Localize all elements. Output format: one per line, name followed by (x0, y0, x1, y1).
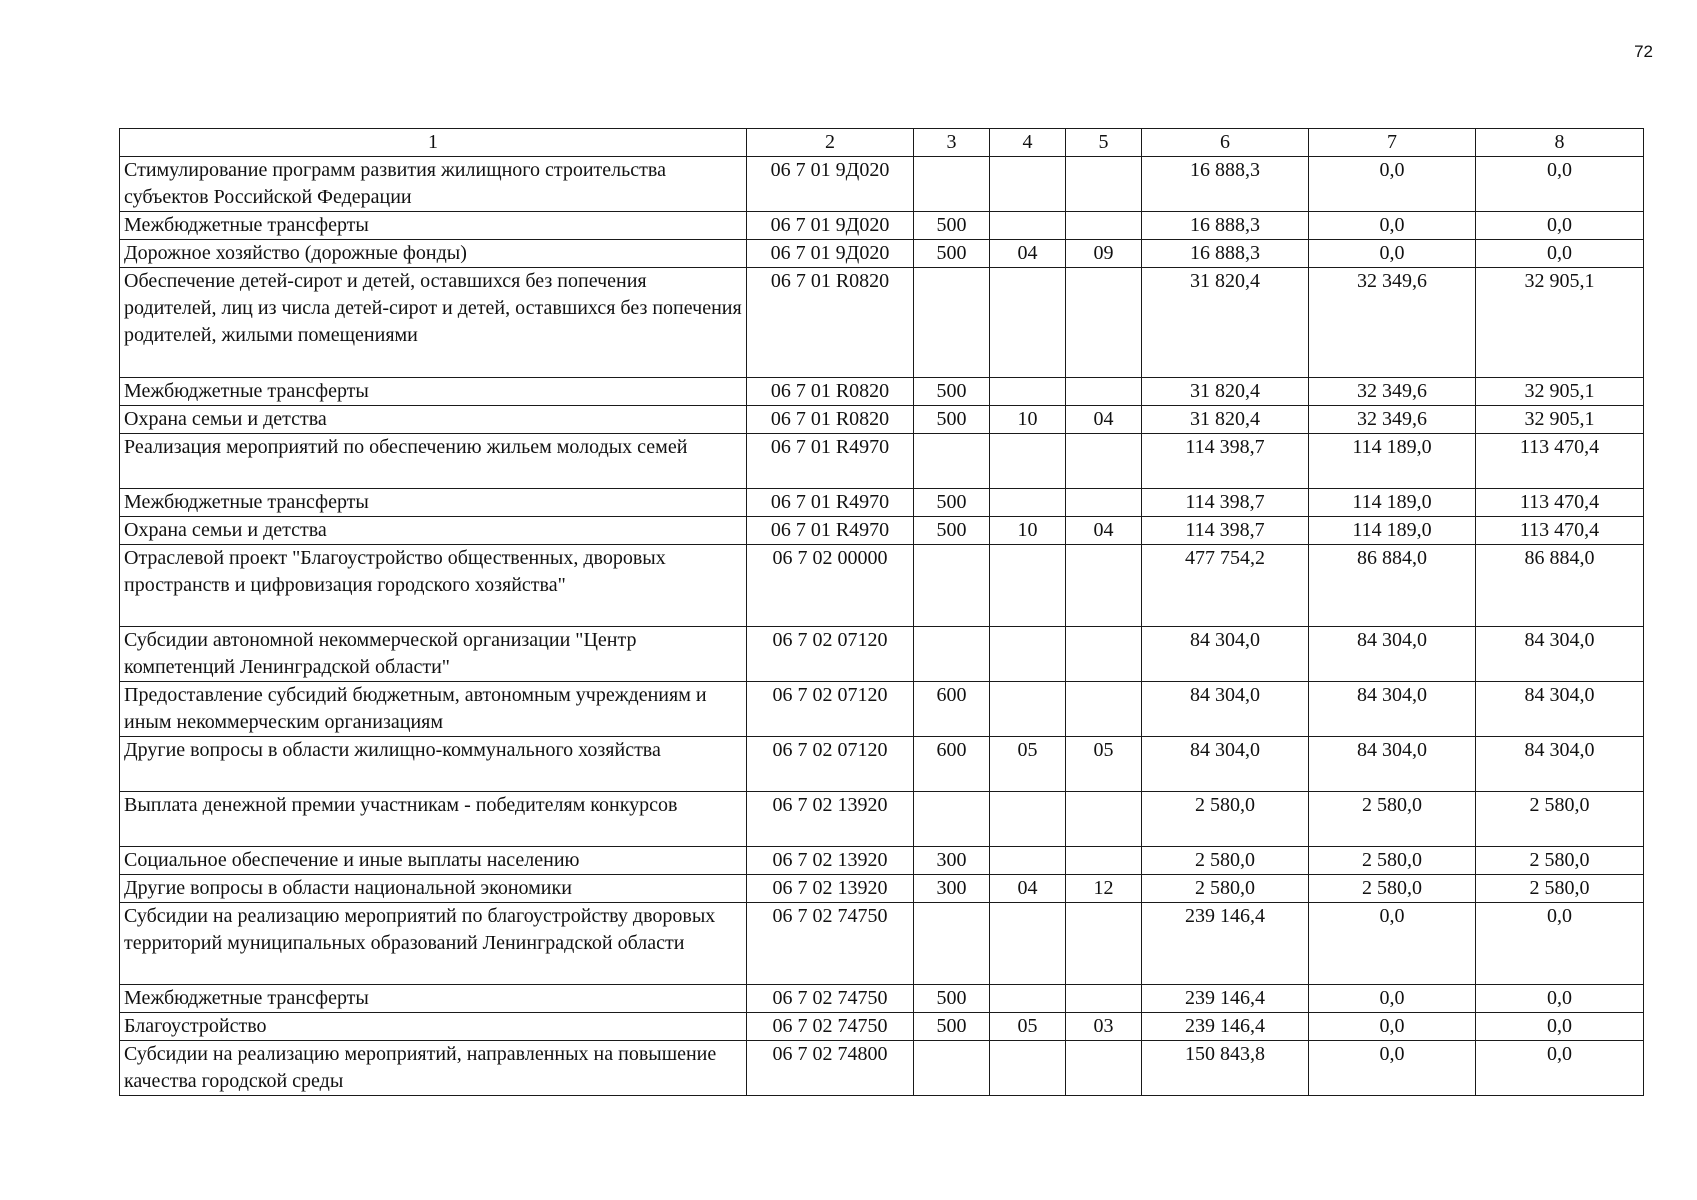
row-col3-cell: 500 (914, 1013, 990, 1041)
row-col6-amount: 239 146,4 (1142, 903, 1309, 985)
row-code-cell: 06 7 02 07120 (747, 737, 914, 792)
row-code-cell: 06 7 01 9Д020 (747, 240, 914, 268)
row-col3-cell (914, 903, 990, 985)
row-col7-amount: 84 304,0 (1309, 627, 1476, 682)
row-col3-cell (914, 1041, 990, 1096)
row-col5-cell: 12 (1066, 875, 1142, 903)
row-name-cell: Выплата денежной премии участникам - победителям конкурсов (120, 792, 747, 847)
row-code-cell: 06 7 01 R0820 (747, 378, 914, 406)
budget-table (119, 128, 1644, 1096)
row-col8-amount: 113 470,4 (1476, 489, 1644, 517)
row-col3-cell: 600 (914, 682, 990, 737)
row-col8-amount: 2 580,0 (1476, 847, 1644, 875)
table-row (120, 434, 1644, 489)
row-col4-cell (990, 434, 1066, 489)
row-col5-cell: 03 (1066, 1013, 1142, 1041)
row-col8-amount: 0,0 (1476, 903, 1644, 985)
row-col7-amount: 2 580,0 (1309, 792, 1476, 847)
row-col3-cell: 500 (914, 212, 990, 240)
column-header: 6 (1142, 129, 1309, 157)
row-col6-amount: 2 580,0 (1142, 875, 1309, 903)
table-row (120, 1041, 1644, 1096)
row-col3-cell: 600 (914, 737, 990, 792)
table-row (120, 240, 1644, 268)
table-row (120, 268, 1644, 378)
row-col6-amount: 84 304,0 (1142, 737, 1309, 792)
row-col5-cell (1066, 489, 1142, 517)
table-row (120, 378, 1644, 406)
table-row (120, 627, 1644, 682)
row-col5-cell (1066, 1041, 1142, 1096)
row-code-cell: 06 7 01 R4970 (747, 434, 914, 489)
row-name-cell: Охрана семьи и детства (120, 406, 747, 434)
table-row (120, 875, 1644, 903)
row-col7-amount: 114 189,0 (1309, 517, 1476, 545)
row-col4-cell (990, 268, 1066, 378)
row-col5-cell (1066, 545, 1142, 627)
row-name-cell: Межбюджетные трансферты (120, 985, 747, 1013)
row-name-cell: Межбюджетные трансферты (120, 378, 747, 406)
row-name-cell: Благоустройство (120, 1013, 747, 1041)
row-col7-amount: 86 884,0 (1309, 545, 1476, 627)
column-header: 4 (990, 129, 1066, 157)
row-col4-cell: 10 (990, 406, 1066, 434)
row-code-cell: 06 7 02 74750 (747, 903, 914, 985)
row-col3-cell: 500 (914, 985, 990, 1013)
row-col7-amount: 84 304,0 (1309, 737, 1476, 792)
row-col3-cell (914, 157, 990, 212)
row-col4-cell (990, 378, 1066, 406)
table-row (120, 517, 1644, 545)
column-header: 5 (1066, 129, 1142, 157)
row-col6-amount: 2 580,0 (1142, 792, 1309, 847)
row-col7-amount: 114 189,0 (1309, 434, 1476, 489)
row-col6-amount: 16 888,3 (1142, 212, 1309, 240)
row-col8-amount: 84 304,0 (1476, 682, 1644, 737)
row-col7-amount: 0,0 (1309, 903, 1476, 985)
row-name-cell: Дорожное хозяйство (дорожные фонды) (120, 240, 747, 268)
row-code-cell: 06 7 02 13920 (747, 792, 914, 847)
row-col8-amount: 32 905,1 (1476, 378, 1644, 406)
row-col6-amount: 31 820,4 (1142, 406, 1309, 434)
row-col7-amount: 0,0 (1309, 1041, 1476, 1096)
row-col7-amount: 84 304,0 (1309, 682, 1476, 737)
row-col4-cell (990, 627, 1066, 682)
row-col3-cell: 500 (914, 489, 990, 517)
row-col6-amount: 114 398,7 (1142, 489, 1309, 517)
row-col5-cell (1066, 682, 1142, 737)
row-col7-amount: 2 580,0 (1309, 847, 1476, 875)
table-row (120, 489, 1644, 517)
table-row (120, 545, 1644, 627)
row-name-cell: Стимулирование программ развития жилищного строительства субъектов Российской Федерации (120, 157, 747, 212)
row-col8-amount: 113 470,4 (1476, 434, 1644, 489)
row-code-cell: 06 7 02 74750 (747, 1013, 914, 1041)
row-col7-amount: 32 349,6 (1309, 378, 1476, 406)
row-col4-cell (990, 1041, 1066, 1096)
table-row (120, 157, 1644, 212)
row-col5-cell (1066, 378, 1142, 406)
row-col8-amount: 32 905,1 (1476, 406, 1644, 434)
row-col7-amount: 0,0 (1309, 240, 1476, 268)
row-code-cell: 06 7 02 07120 (747, 627, 914, 682)
table-row (120, 682, 1644, 737)
row-col3-cell (914, 792, 990, 847)
row-col7-amount: 2 580,0 (1309, 875, 1476, 903)
row-col6-amount: 150 843,8 (1142, 1041, 1309, 1096)
row-col8-amount: 0,0 (1476, 212, 1644, 240)
row-col5-cell (1066, 847, 1142, 875)
row-col5-cell (1066, 212, 1142, 240)
row-code-cell: 06 7 02 07120 (747, 682, 914, 737)
row-col4-cell (990, 682, 1066, 737)
table-row (120, 847, 1644, 875)
row-col4-cell: 05 (990, 1013, 1066, 1041)
row-col5-cell (1066, 434, 1142, 489)
row-code-cell: 06 7 01 R0820 (747, 268, 914, 378)
row-col8-amount: 32 905,1 (1476, 268, 1644, 378)
column-header: 8 (1476, 129, 1644, 157)
table-row (120, 737, 1644, 792)
row-col6-amount: 114 398,7 (1142, 434, 1309, 489)
row-name-cell: Другие вопросы в области национальной экономики (120, 875, 747, 903)
row-col6-amount: 16 888,3 (1142, 240, 1309, 268)
row-col8-amount: 84 304,0 (1476, 627, 1644, 682)
row-col5-cell (1066, 985, 1142, 1013)
row-col7-amount: 0,0 (1309, 157, 1476, 212)
row-col6-amount: 16 888,3 (1142, 157, 1309, 212)
row-col5-cell: 05 (1066, 737, 1142, 792)
row-col6-amount: 239 146,4 (1142, 985, 1309, 1013)
row-col8-amount: 2 580,0 (1476, 875, 1644, 903)
row-name-cell: Межбюджетные трансферты (120, 489, 747, 517)
row-col4-cell (990, 847, 1066, 875)
row-col8-amount: 86 884,0 (1476, 545, 1644, 627)
row-code-cell: 06 7 01 R4970 (747, 517, 914, 545)
table-row (120, 985, 1644, 1013)
row-col7-amount: 32 349,6 (1309, 268, 1476, 378)
row-col6-amount: 84 304,0 (1142, 682, 1309, 737)
row-code-cell: 06 7 01 R4970 (747, 489, 914, 517)
row-name-cell: Обеспечение детей-сирот и детей, оставшихся без попечения родителей, лиц из числа детей-сирот и детей, оставшихся без попечения родителей, жилыми помещениями (120, 268, 747, 378)
row-col4-cell (990, 903, 1066, 985)
row-col8-amount: 0,0 (1476, 157, 1644, 212)
row-col4-cell: 10 (990, 517, 1066, 545)
row-col8-amount: 113 470,4 (1476, 517, 1644, 545)
row-name-cell: Другие вопросы в области жилищно-коммунального хозяйства (120, 737, 747, 792)
row-col8-amount: 0,0 (1476, 1013, 1644, 1041)
row-col3-cell (914, 434, 990, 489)
row-col7-amount: 0,0 (1309, 985, 1476, 1013)
table-row (120, 903, 1644, 985)
row-col3-cell: 500 (914, 240, 990, 268)
row-code-cell: 06 7 02 74750 (747, 985, 914, 1013)
column-header: 7 (1309, 129, 1476, 157)
row-name-cell: Реализация мероприятий по обеспечению жильем молодых семей (120, 434, 747, 489)
row-col6-amount: 84 304,0 (1142, 627, 1309, 682)
table-row (120, 792, 1644, 847)
row-col4-cell (990, 545, 1066, 627)
row-col5-cell (1066, 792, 1142, 847)
row-col3-cell (914, 268, 990, 378)
column-header: 2 (747, 129, 914, 157)
row-col4-cell: 05 (990, 737, 1066, 792)
row-code-cell: 06 7 02 13920 (747, 847, 914, 875)
row-col6-amount: 31 820,4 (1142, 268, 1309, 378)
row-col3-cell (914, 545, 990, 627)
row-col5-cell: 09 (1066, 240, 1142, 268)
row-col7-amount: 0,0 (1309, 1013, 1476, 1041)
table-row (120, 212, 1644, 240)
row-col4-cell (990, 212, 1066, 240)
row-col3-cell: 500 (914, 406, 990, 434)
row-col3-cell (914, 627, 990, 682)
row-col5-cell (1066, 268, 1142, 378)
row-name-cell: Социальное обеспечение и иные выплаты населению (120, 847, 747, 875)
row-col8-amount: 0,0 (1476, 240, 1644, 268)
row-col5-cell: 04 (1066, 517, 1142, 545)
row-code-cell: 06 7 01 9Д020 (747, 212, 914, 240)
row-name-cell: Отраслевой проект "Благоустройство общественных, дворовых пространств и цифровизация городского хозяйства" (120, 545, 747, 627)
column-header: 3 (914, 129, 990, 157)
table-row (120, 406, 1644, 434)
row-name-cell: Охрана семьи и детства (120, 517, 747, 545)
row-code-cell: 06 7 01 9Д020 (747, 157, 914, 212)
row-col6-amount: 477 754,2 (1142, 545, 1309, 627)
row-col3-cell: 500 (914, 517, 990, 545)
header-row (120, 129, 1644, 157)
row-col6-amount: 114 398,7 (1142, 517, 1309, 545)
row-code-cell: 06 7 02 13920 (747, 875, 914, 903)
row-col4-cell (990, 157, 1066, 212)
row-col4-cell: 04 (990, 875, 1066, 903)
row-col5-cell (1066, 627, 1142, 682)
row-col4-cell: 04 (990, 240, 1066, 268)
row-col8-amount: 0,0 (1476, 985, 1644, 1013)
column-header: 1 (120, 129, 747, 157)
row-col8-amount: 0,0 (1476, 1041, 1644, 1096)
table-row (120, 1013, 1644, 1041)
row-name-cell: Межбюджетные трансферты (120, 212, 747, 240)
row-col6-amount: 2 580,0 (1142, 847, 1309, 875)
row-col6-amount: 239 146,4 (1142, 1013, 1309, 1041)
row-col8-amount: 2 580,0 (1476, 792, 1644, 847)
row-name-cell: Предоставление субсидий бюджетным, автономным учреждениям и иным некоммерческим организациям (120, 682, 747, 737)
row-col7-amount: 114 189,0 (1309, 489, 1476, 517)
row-name-cell: Субсидии автономной некоммерческой организации "Центр компетенций Ленинградской области" (120, 627, 747, 682)
row-col7-amount: 32 349,6 (1309, 406, 1476, 434)
row-name-cell: Субсидии на реализацию мероприятий, направленных на повышение качества городской среды (120, 1041, 747, 1096)
row-col3-cell: 300 (914, 847, 990, 875)
row-col5-cell (1066, 157, 1142, 212)
row-col8-amount: 84 304,0 (1476, 737, 1644, 792)
table-body (120, 157, 1644, 1096)
row-col7-amount: 0,0 (1309, 212, 1476, 240)
row-col3-cell: 300 (914, 875, 990, 903)
page-number: 72 (1634, 42, 1653, 61)
row-col6-amount: 31 820,4 (1142, 378, 1309, 406)
row-name-cell: Субсидии на реализацию мероприятий по благоустройству дворовых территорий муниципальных образований Ленинградской области (120, 903, 747, 985)
row-col4-cell (990, 489, 1066, 517)
row-code-cell: 06 7 02 00000 (747, 545, 914, 627)
row-code-cell: 06 7 01 R0820 (747, 406, 914, 434)
row-col5-cell (1066, 903, 1142, 985)
row-col5-cell: 04 (1066, 406, 1142, 434)
row-col4-cell (990, 985, 1066, 1013)
row-code-cell: 06 7 02 74800 (747, 1041, 914, 1096)
row-col4-cell (990, 792, 1066, 847)
row-col3-cell: 500 (914, 378, 990, 406)
